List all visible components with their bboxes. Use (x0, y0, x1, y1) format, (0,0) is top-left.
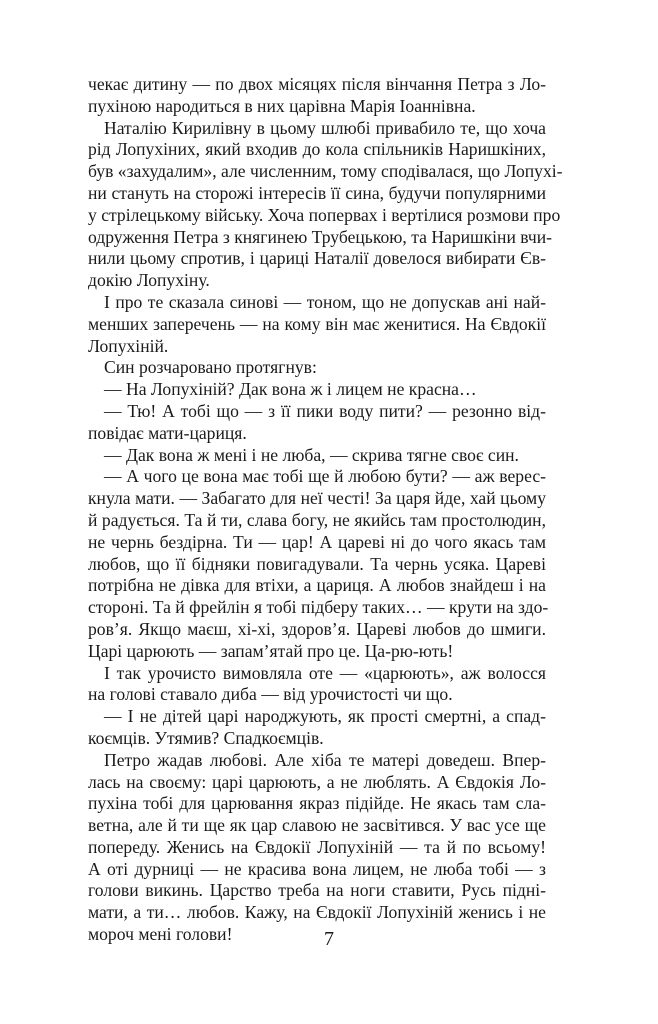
text-line: Царі царюють — запам’ятай про це. Ца-рю-ють! (88, 640, 454, 661)
text-line: потрібна не дівка для втіхи, а цариця. А любов знайдеш і на (88, 575, 546, 596)
text-line: попереду. Женись на Євдокії Лопухіній — та й по всьому! (88, 836, 546, 857)
text-line: любов, що її бідняки повигадували. Та чернь усяка. Цареві (88, 553, 546, 574)
text-line: ни стануть на сторожі інтересів її сина, будучи популярними (88, 182, 546, 203)
text-line: не чернь бездірна. Ти — цар! А цареві ні до чого якась там (88, 531, 546, 552)
text-line: був «захудалим», але численним, тому сподівалася, що Лопухі- (88, 161, 563, 182)
text-line: кнула мати. — Забагато для неї честі! За царя йде, хай цьому (88, 488, 546, 509)
text-line: пухіною народиться в них царівна Марія Іоаннівна. (88, 95, 476, 116)
text-line: рід Лопухіних, який входив до кола спільників Наришкіних, (88, 139, 546, 160)
text-line: ветна, але й ти ще як цар славою не засвітився. У вас усе ще (88, 815, 546, 836)
text-line: — На Лопухіній? Дак вона ж і лицем не красна… (104, 379, 477, 400)
text-line: — Тю! А тобі що — з її пики воду пити? — резонно від- (104, 400, 546, 421)
text-line: І про те сказала синові — тоном, що не допускав ані най- (104, 291, 546, 312)
text-line: голови викинь. Царство треба на ноги ставити, Русь підні- (88, 880, 546, 901)
text-line: І так урочисто вимовляла оте — «царюють», аж волосся (104, 662, 546, 683)
text-line: пухіна тобі для царювання якраз підійде. Не якась там сла- (88, 793, 546, 814)
text-line: на голові ставало диба — від урочистості чи що. (88, 684, 453, 705)
text-line: лась на своєму: царі царюють, а не люблять. А Євдокія Ло- (88, 771, 546, 792)
page-body (88, 74, 563, 946)
text-line: А оті дурниці — не красива вона лицем, не люба тобі — з (88, 858, 546, 879)
text-line: Наталію Кирилівну в цьому шлюбі привабило те, що хоча (104, 117, 546, 138)
text-line: докію Лопухіну. (88, 270, 210, 291)
text-line: й радується. Та й ти, слава богу, не якийсь там простолюдин, (88, 509, 546, 530)
text-line: повідає мати-цариця. (88, 422, 247, 443)
text-line: Син розчаровано протягнув: (104, 357, 317, 378)
text-line: одруження Петра з княгинею Трубецькою, та Наришкіни вчи- (88, 226, 553, 247)
text-line: — І не дітей царі народжують, як прості смертні, а спад- (104, 706, 546, 727)
text-line: — А чого це вона має тобі ще й любою бути? — аж верес- (104, 466, 546, 487)
text-line: у стрілецькому війську. Хоча поперваx і вертілися розмови про (88, 204, 561, 225)
text-line: мороч мені голови! (88, 924, 233, 945)
text-line: Лопухіній. (88, 335, 169, 356)
text-line: чекає дитину — по двох місяцях після вінчання Петра з Ло- (88, 74, 546, 94)
text-line: коємців. Утямив? Спадкоємців. (88, 727, 324, 748)
text-line: стороні. Та й фрейлін я тобі підберу таких… — крути на здо- (88, 597, 549, 618)
text-line: нили цьому спротив, і цариці Наталії довелося вибирати Єв- (88, 248, 546, 269)
text-line: менших заперечень — на кому він має женитися. На Євдокії (88, 313, 546, 334)
text-line: — Дак вона ж мені і не люба, — скрива тягне своє син. (104, 444, 519, 465)
text-line: Петро жадав любові. Але хіба те матері доведеш. Впер- (104, 749, 546, 770)
text-line: ров’я. Якщо маєш, хі-хі, здоров’я. Цареві любов до шмиги. (88, 618, 546, 639)
text-line: мати, а ти… любов. Кажу, на Євдокії Лопухіній женись і не (88, 902, 546, 923)
page-number: 7 (324, 928, 334, 950)
